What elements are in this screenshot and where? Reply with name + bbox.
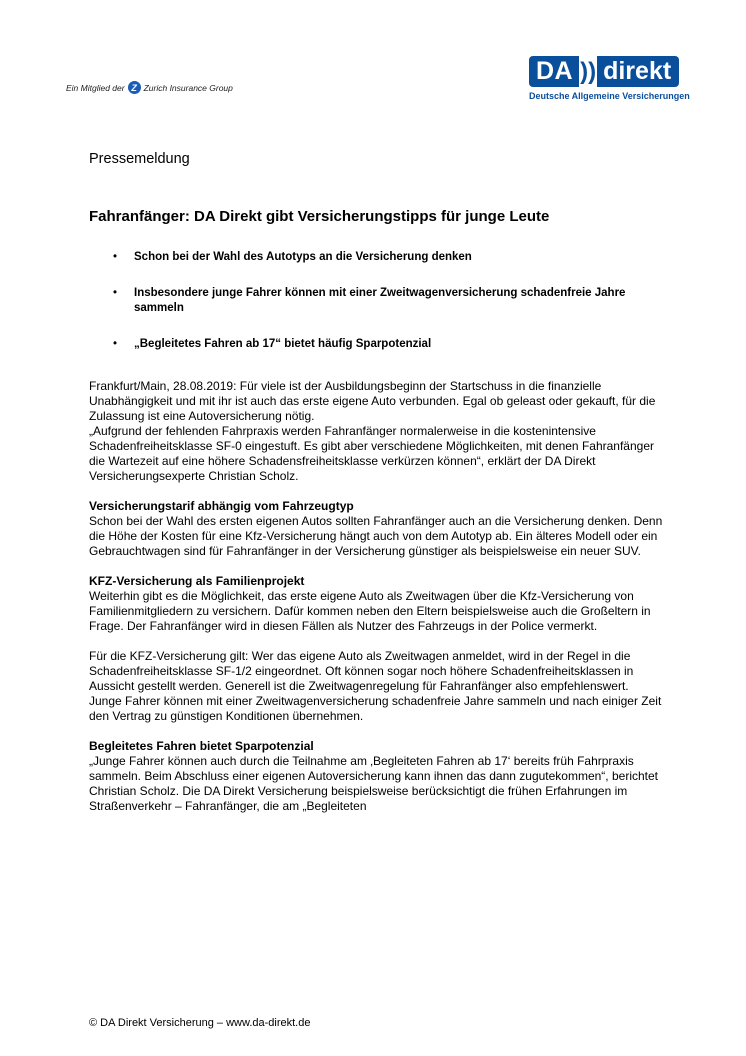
logo-sound-waves-icon: )) [580, 57, 597, 85]
headline: Fahranfänger: DA Direkt gibt Versicherungstipps für junge Leute [89, 208, 550, 225]
key-point: • Schon bei der Wahl des Autotyps an die Versicherung denken [113, 250, 633, 265]
document-type: Pressemeldung [89, 151, 190, 167]
key-point: • „Begleitetes Fahren ab 17“ bietet häufig Sparpotenzial [113, 337, 633, 352]
footer-copyright: © DA Direkt Versicherung – www.da-direkt.de [89, 1017, 311, 1029]
da-direkt-logo [529, 56, 724, 101]
zurich-logo-icon: Z [128, 81, 141, 94]
article-body [89, 379, 664, 829]
quote-paragraph: „Aufgrund der fehlenden Fahrpraxis werden Fahranfänger normalerweise in die kostenintensive Schadenfreiheitsklasse SF-0 eingestuft. Es gibt aber verschiedene Möglichkeiten, mit denen Fahranfänger die Wartezeit auf eine höhere Schadensfreiheitsklasse verkürzen können“, erklärt der DA Direkt Versicherungsexperte Christian Scholz. [89, 424, 654, 483]
section-paragraph: „Junge Fahrer können auch durch die Teilnahme am ‚Begleiteten Fahren ab 17‘ bereits früh Fahrpraxis sammeln. Beim Abschluss einer eigenen Autoversicherung kann ihnen das dann zugutekommen“, berichtet Christian Scholz. Die DA Direkt Versicherung beispielsweise berücksichtigt die frühen Erfahrungen im Straßenverkehr – Fahranfänger, die am „Begleiteten [89, 754, 658, 813]
logo-da: DA [529, 56, 579, 87]
logo-tagline: Deutsche Allgemeine Versicherungen [529, 91, 690, 101]
key-points [113, 250, 633, 352]
key-point: • Insbesondere junge Fahrer können mit einer Zweitwagenversicherung schadenfreie Jahre sammeln [113, 286, 633, 316]
member-group: Zurich Insurance Group [143, 82, 233, 93]
intro-paragraph: Frankfurt/Main, 28.08.2019: Für viele ist der Ausbildungsbeginn der Startschuss in die finanzielle Unabhängigkeit und mit ihr ist auch das erste eigene Auto verbunden. Egal ob geleast oder gekauft, für die Zulassung ist eine Autoversicherung nötig. [89, 379, 656, 423]
member-prefix: Ein Mitglied der [66, 82, 125, 93]
section-paragraph: Für die KFZ-Versicherung gilt: Wer das eigene Auto als Zweitwagen anmeldet, wird in der Regel in die Schadenfreiheitsklasse SF-1/2 eingeordnet. Oft können sogar noch höhere Schadenfreiheitsklassen in Aussicht gestellt werden. Generell ist die Zweitwagenregelung für Fahranfänger also empfehlenswert. Junge Fahrer können mit einer Zweitwagenversicherung schadenfreie Jahre sammeln und nach einiger Zeit den Vertrag zu günstigen Konditionen übernehmen. [89, 649, 662, 723]
logo-wordmark [529, 56, 724, 87]
section-paragraph: Weiterhin gibt es die Möglichkeit, das erste eigene Auto als Zweitwagen über die Kfz-Versicherung von Familienmitgliedern zu versichern. Dafür kommen neben den Eltern beispielsweise auch die Großeltern in Frage. Der Fahranfänger wird in diesen Fällen als Nutzer des Fahrzeugs in der Police vermerkt. [89, 589, 651, 633]
section-heading: Versicherungstarif abhängig vom Fahrzeugtyp [89, 499, 354, 513]
section-heading: KFZ-Versicherung als Familienprojekt [89, 574, 305, 588]
zurich-member-note [66, 81, 233, 94]
logo-direkt: direkt [597, 56, 679, 87]
section-paragraph: Schon bei der Wahl des ersten eigenen Autos sollten Fahranfänger auch an die Versicherung denken. Denn die Höhe der Kosten für eine Kfz-Versicherung hängt auch von dem Autotyp ab. Ein älteres Modell oder ein Gebrauchtwagen sind für Fahranfänger in der Versicherung günstiger als beispielsweise ein neuer SUV. [89, 514, 663, 558]
section-heading: Begleitetes Fahren bietet Sparpotenzial [89, 739, 314, 753]
